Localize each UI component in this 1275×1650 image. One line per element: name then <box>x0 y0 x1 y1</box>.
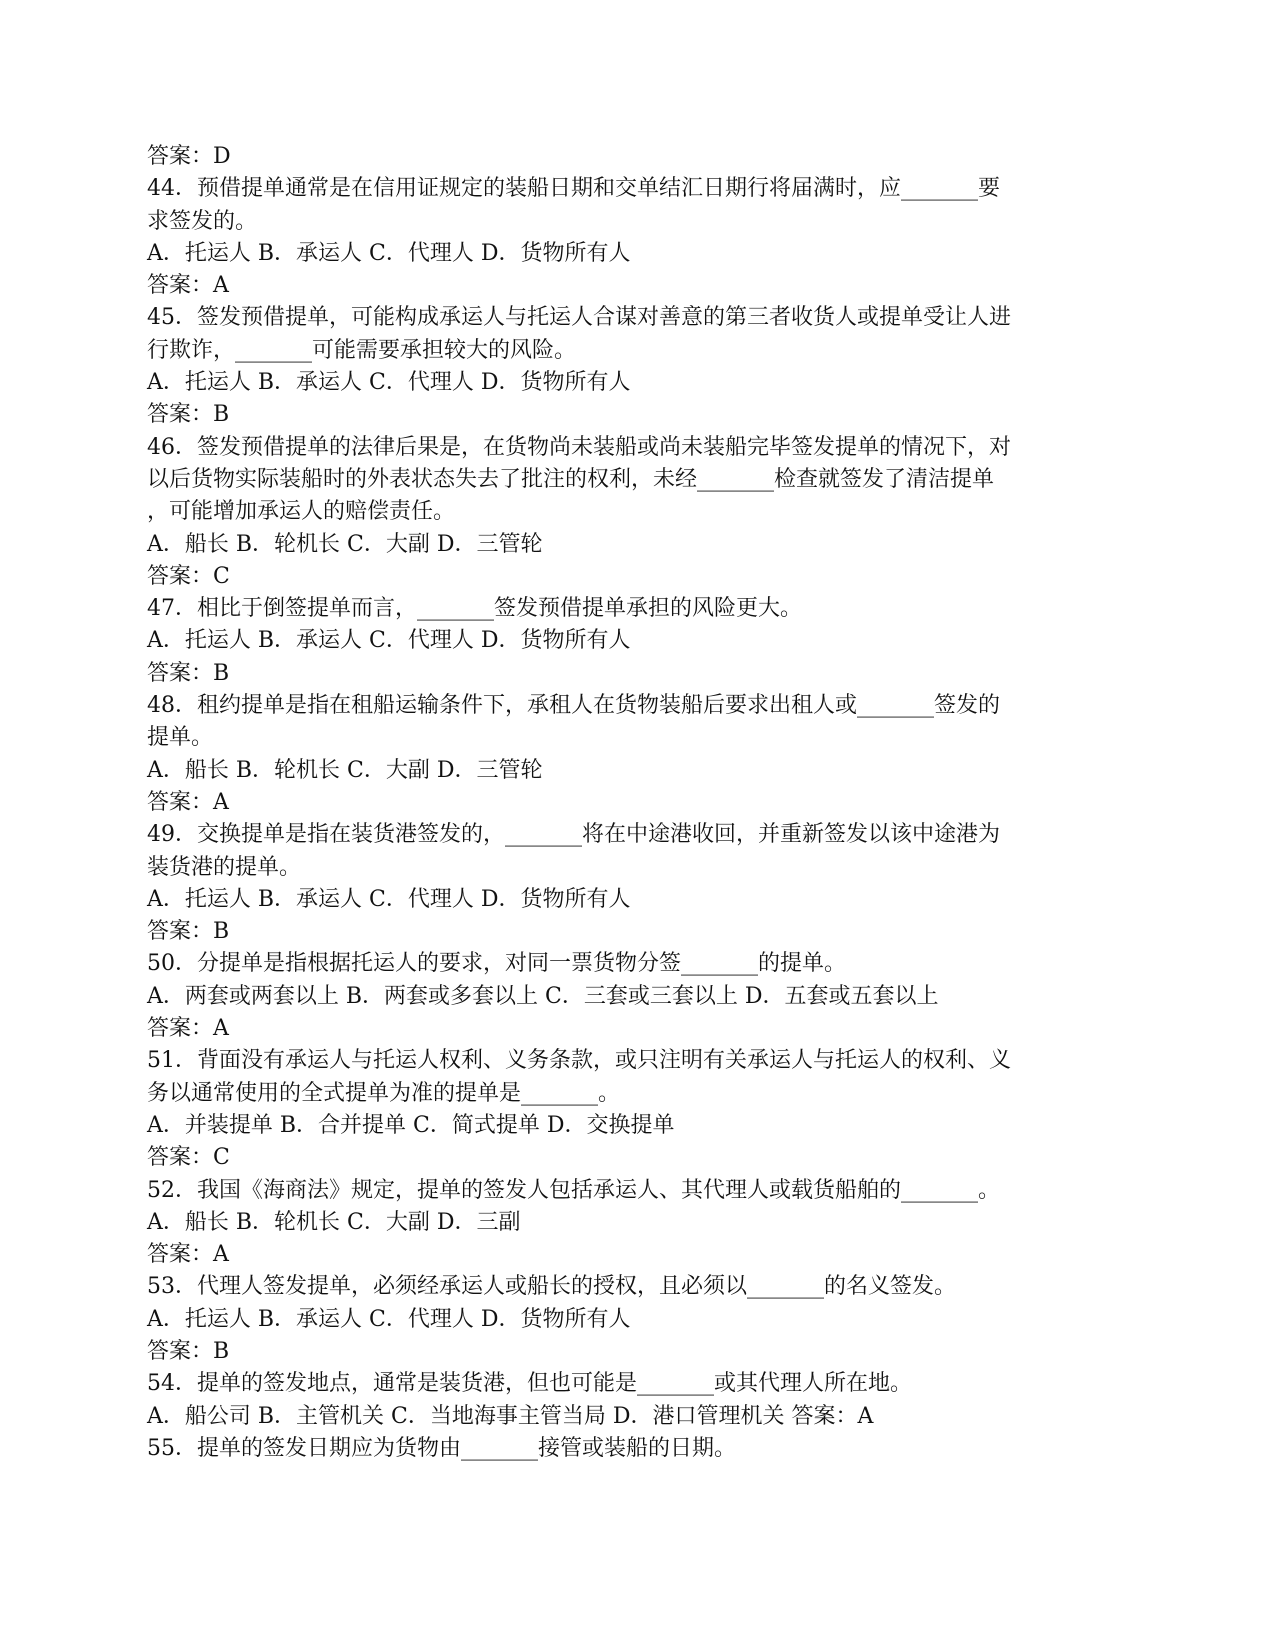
text-line: 答案：D <box>147 144 231 169</box>
text-line: 47．相比于倒签提单而言，_______签发预借提单承担的风险更大。 <box>147 596 802 622</box>
text-line: A．并装提单 B．合并提单 C．简式提单 D．交换提单 <box>147 1112 675 1138</box>
text-line: 45．签发预借提单，可能构成承运人与托运人合谋对善意的第三者收货人或提单受让人进 <box>147 305 1011 331</box>
text-line: A．托运人 B．承运人 C．代理人 D．货物所有人 <box>147 370 631 396</box>
text-line: 答案：B <box>147 402 230 428</box>
text-line: 49．交换提单是指在装货港签发的，_______将在中途港收回，并重新签发以该中途港为 <box>147 822 1000 848</box>
text-line: 46．签发预借提单的法律后果是，在货物尚未装船或尚未装船完毕签发提单的情况下，对 <box>147 434 1011 460</box>
text-line: 50．分提单是指根据托运人的要求，对同一票货物分签_______的提单。 <box>147 951 846 977</box>
text-line: ，可能增加承运人的赔偿责任。 <box>147 499 456 525</box>
text-line: 55．提单的签发日期应为货物由_______接管或装船的日期。 <box>147 1435 736 1461</box>
text-line: A．船公司 B．主管机关 C．当地海事主管当局 D．港口管理机关 答案：A <box>147 1403 874 1429</box>
text-line: 答案：B <box>147 1338 230 1364</box>
text-line: 装货港的提单。 <box>147 854 302 880</box>
text-line: A．船长 B．轮机长 C．大副 D．三副 <box>147 1209 521 1235</box>
text-line: 答案：B <box>147 919 230 945</box>
text-line: 求签发的。 <box>147 208 258 234</box>
text-line: 答案：A <box>147 1016 229 1042</box>
text-line: 行欺诈，_______可能需要承担较大的风险。 <box>147 337 577 363</box>
document-body <box>147 141 1122 1465</box>
text-line: 51．背面没有承运人与托运人权利、义务条款，或只注明有关承运人与托运人的权利、义 <box>147 1048 1011 1074</box>
text-line: A．两套或两套以上 B．两套或多套以上 C．三套或三套以上 D．五套或五套以上 <box>147 983 939 1009</box>
text-line: 答案：C <box>147 1145 230 1171</box>
text-line: 答案：A <box>147 1242 229 1268</box>
text-line: 务以通常使用的全式提单为准的提单是_______。 <box>147 1080 621 1106</box>
text-line: A．船长 B．轮机长 C．大副 D．三管轮 <box>147 757 543 783</box>
text-line: A．托运人 B．承运人 C．代理人 D．货物所有人 <box>147 886 631 912</box>
text-line: 以后货物实际装船时的外表状态失去了批注的权利，未经_______检查就签发了清洁提单 <box>147 466 995 492</box>
text-line: 答案：B <box>147 660 230 686</box>
text-line: A．托运人 B．承运人 C．代理人 D．货物所有人 <box>147 628 631 654</box>
text-line: 48．租约提单是指在租船运输条件下，承租人在货物装船后要求出租人或_______签发的 <box>147 693 1000 719</box>
text-line: 53．代理人签发提单，必须经承运人或船长的授权，且必须以_______的名义签发。 <box>147 1274 956 1300</box>
text-line: A．船长 B．轮机长 C．大副 D．三管轮 <box>147 531 543 557</box>
text-line: 答案：C <box>147 563 230 589</box>
text-line: 答案：A <box>147 789 229 815</box>
text-line: A．托运人 B．承运人 C．代理人 D．货物所有人 <box>147 240 631 266</box>
text-line: 44．预借提单通常是在信用证规定的装船日期和交单结汇日期行将届满时，应_______要 <box>147 176 1000 202</box>
text-line: 52．我国《海商法》规定，提单的签发人包括承运人、其代理人或载货船舶的_______。 <box>147 1177 1000 1203</box>
text-line: 提单。 <box>147 725 214 751</box>
text-line: 54．提单的签发地点，通常是装货港，但也可能是_______或其代理人所在地。 <box>147 1371 912 1397</box>
text-line: A．托运人 B．承运人 C．代理人 D．货物所有人 <box>147 1306 631 1332</box>
text-line: 答案：A <box>147 273 229 299</box>
